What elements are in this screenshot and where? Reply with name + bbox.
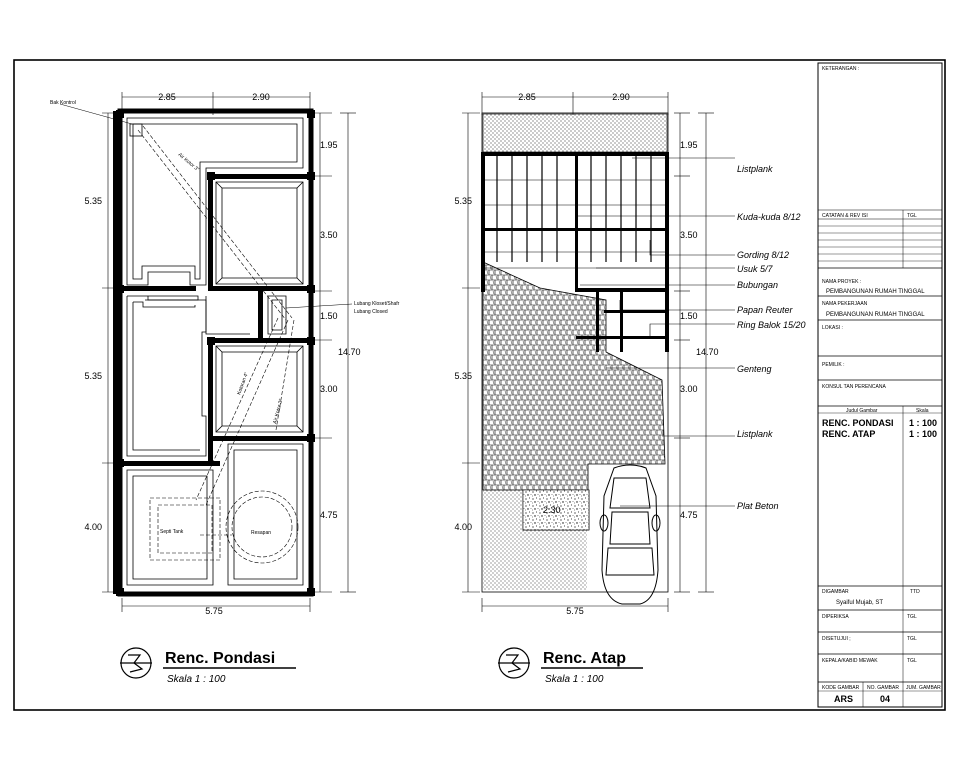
dim-right-2: 3.50 [320,230,338,240]
tb-lokasi-label: LOKASI : [822,325,843,331]
dim-top-right: 2.90 [252,92,270,102]
tb-tgl-header: TGL [907,213,917,219]
tb-jumlah-label: JUM. GAMBAR [906,685,941,691]
car-icon [600,465,660,604]
dim-bottom: 5.75 [205,606,223,616]
roof-dim-top-left: 2.85 [518,92,536,102]
top-slab [483,114,667,152]
dim-left-2: 5.35 [84,371,102,381]
tb-kode-label: KODE GAMBAR [822,685,860,691]
roof-dim-left-3: 4.00 [454,522,472,532]
roof-dim-top-right: 2.90 [612,92,630,102]
tb-disetujui-label: DISETUJUI ; [822,636,851,642]
tb-diperiksa-label: DIPERIKSA [822,614,849,620]
callout-ring-balok: Ring Balok 15/20 [737,320,806,330]
tb-ttd-label: TTD [910,589,920,595]
foundation-plan [50,92,400,685]
foundation-title: Renc. Pondasi [165,650,276,667]
tb-keterangan: KETERANGAN : [822,66,860,72]
roof-title-symbol [498,648,530,678]
roof-dim-right-4: 3.00 [680,384,698,394]
dim-right-1: 1.95 [320,140,338,150]
tb-pemilik-label: PEMILIK : [822,362,845,368]
foundation-scale: Skala 1 : 100 [167,674,226,685]
label-air-kotor-mid: Air Kotor 3" [272,398,285,425]
control-box [130,124,142,136]
roof-scale: Skala 1 : 100 [545,674,604,685]
sheet-border [14,60,945,710]
tb-konsultan-label: KONSUL TAN PERENCANA [822,384,886,390]
roof-dim-right-2: 3.50 [680,230,698,240]
dim-right-5: 4.75 [320,510,338,520]
tb-kode-value: ARS [834,694,854,704]
tb-nama-proyek: PEMBANGUNAN RUMAH TINGGAL [826,289,925,295]
tb-digambar-value: Syaiful Mujab, ST [836,600,884,606]
title-block [818,63,942,707]
dim-top-left: 2.85 [158,92,176,102]
label-bak-kontrol: Bak Kontrol [50,100,76,106]
roof-dim-right-3: 1.50 [680,311,698,321]
dim-left-3: 4.00 [84,522,102,532]
callout-genteng: Genteng [737,364,772,374]
tb-tgl-2: TGL [907,636,917,642]
callout-kuda-kuda: Kuda-kuda 8/12 [737,212,801,222]
tb-no-label: NO. GAMBAR [867,685,899,691]
label-resapan: Resapan [251,530,272,536]
sewer-pipes [138,126,298,563]
callout-bubungan: Bubungan [737,280,779,290]
rafters [497,156,651,262]
tb-skala-2: 1 : 100 [909,429,938,439]
roof-dim-right-1: 1.95 [680,140,698,150]
label-lubang-2: Lubang Closed [354,309,388,315]
slab-dim: 2.30 [543,505,561,515]
callout-gording: Gording 8/12 [737,250,790,260]
tb-nama-pekerjaan-label: NAMA PEKERJAAN [822,301,868,307]
tb-skala-label: Skala [916,408,929,414]
tb-nama-proyek-label: NAMA PROYEK : [822,279,862,285]
roof-dim-total: 14.70 [696,347,719,357]
tb-judul-1: RENC. PONDASI [822,418,894,428]
callout-papan-reuter: Papan Reuter [737,305,793,315]
label-air-kotor-top: Air Kotor 3" [176,151,201,173]
label-kotoran: Kotoran 4" [236,371,250,396]
dim-right-3: 1.50 [320,311,338,321]
tb-nama-pekerjaan: PEMBANGUNAN RUMAH TINGGAL [826,312,925,318]
tb-judul-2: RENC. ATAP [822,429,876,439]
foundation-walls [113,111,311,594]
tb-judul-label: Judul Gambar [846,408,878,414]
label-septi-tank: Septi Tank [160,529,184,535]
tb-kepala-label: KEPALA/KABID MEWAK [822,658,878,664]
tb-catatan: CATATAN & REV ISI [822,213,868,219]
tb-tgl-3: TGL [907,658,917,664]
roof-title: Renc. Atap [543,650,626,667]
callout-listplank-top: Listplank [737,164,773,174]
tb-tgl-1: TGL [907,614,917,620]
foundation-title-symbol [120,648,152,678]
tb-skala-1: 1 : 100 [909,418,938,428]
roof-plan [454,92,805,685]
columns [116,110,315,596]
tb-no-value: 04 [880,694,891,704]
roof-dim-right-5: 4.75 [680,510,698,520]
footing-outlines [127,118,303,585]
dim-left-1: 5.35 [84,196,102,206]
roof-dim-left-2: 5.35 [454,371,472,381]
leader-lubang [286,304,352,308]
dim-right-4: 3.00 [320,384,338,394]
roof-dim-left-1: 5.35 [454,196,472,206]
callout-plat-beton: Plat Beton [737,501,779,511]
roof-dim-bottom: 5.75 [566,606,584,616]
callout-usuk: Usuk 5/7 [737,264,773,274]
tb-digambar-label: DIGAMBAR [822,589,849,595]
roof-tiles [483,262,665,490]
label-lubang-1: Lubang Kloset/Shafr [354,301,400,307]
dim-total: 14.70 [338,347,361,357]
callout-listplank-bottom: Listplank [737,429,773,439]
